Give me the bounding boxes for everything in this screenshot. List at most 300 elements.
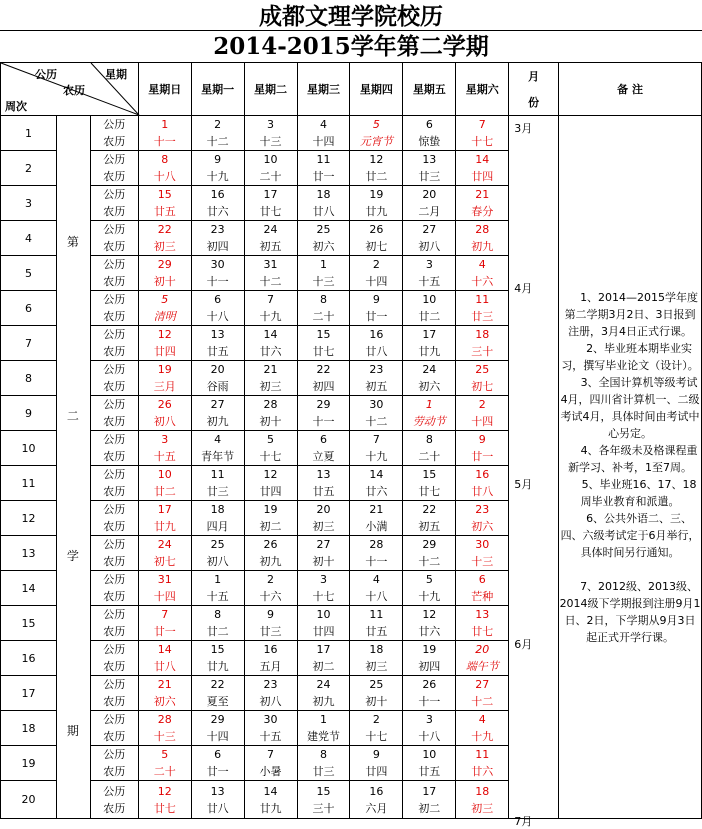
day-cell <box>244 466 297 501</box>
day-cell <box>350 501 403 536</box>
day-cell <box>456 116 509 151</box>
lunar-date: 廿九 <box>153 520 176 533</box>
gongli-label: 公历 <box>103 538 126 551</box>
lunar-date: 十六 <box>471 275 494 288</box>
day-cell <box>138 606 191 641</box>
gongli-label: 公历 <box>103 118 126 131</box>
month-label: 7月 <box>514 815 533 828</box>
solar-date: 6 <box>425 118 433 131</box>
day-cell <box>191 676 244 711</box>
solar-date: 8 <box>319 293 327 306</box>
day-cell <box>350 151 403 186</box>
solar-date: 5 <box>267 433 275 446</box>
note-item: 3、全国计算机等级考试4月，四川省计算机一、二级考试4月，具体时间由考试中心另定。 <box>560 375 700 440</box>
lunar-date: 二月 <box>418 205 441 218</box>
solar-date: 30 <box>263 713 278 726</box>
solar-date: 16 <box>210 188 225 201</box>
day-cell <box>244 396 297 431</box>
solar-date: 14 <box>263 328 278 341</box>
nongli-label: 农历 <box>103 275 126 288</box>
day-cell <box>350 431 403 466</box>
solar-date: 3 <box>161 433 169 446</box>
nongli-label: 农历 <box>103 730 126 743</box>
lunar-date: 初二 <box>418 801 441 815</box>
gongli-label: 公历 <box>103 433 126 446</box>
day-header-sun: 星期日 <box>138 63 191 116</box>
day-cell <box>297 326 350 361</box>
nongli-label: 农历 <box>103 170 126 183</box>
day-cell <box>350 186 403 221</box>
lunar-date: 初四 <box>418 660 441 673</box>
solar-date: 25 <box>369 678 384 691</box>
solar-date: 1 <box>319 258 327 271</box>
day-cell <box>456 746 509 781</box>
day-cell <box>244 256 297 291</box>
solar-date: 16 <box>475 468 490 481</box>
day-cell <box>297 116 350 151</box>
solar-date: 28 <box>475 223 490 236</box>
day-cell <box>403 571 456 606</box>
day-cell <box>403 641 456 676</box>
day-cell <box>191 606 244 641</box>
day-cell <box>297 256 350 291</box>
solar-date: 23 <box>263 678 278 691</box>
day-cell <box>138 256 191 291</box>
day-cell <box>138 466 191 501</box>
solar-date: 4 <box>478 258 486 271</box>
solar-date: 7 <box>161 608 169 621</box>
month-column <box>509 116 559 828</box>
lunar-date: 惊蛰 <box>418 135 441 148</box>
day-cell <box>244 291 297 326</box>
day-cell <box>403 746 456 781</box>
solar-date: 10 <box>422 293 437 306</box>
day-cell <box>297 291 350 326</box>
solar-date: 8 <box>214 608 222 621</box>
day-cell <box>191 466 244 501</box>
lunar-date: 元宵节 <box>359 135 393 148</box>
solar-date: 11 <box>475 293 490 306</box>
gongli-label: 公历 <box>103 503 126 516</box>
lunar-date: 十一 <box>365 555 388 568</box>
lunar-date: 初四 <box>312 380 335 393</box>
day-cell <box>456 361 509 396</box>
solar-date: 4 <box>372 573 380 586</box>
lunar-date: 廿三 <box>418 170 441 183</box>
day-cell <box>244 641 297 676</box>
gongli-label: 公历 <box>103 643 126 656</box>
row-type-label <box>90 606 138 641</box>
day-cell <box>403 536 456 571</box>
day-cell <box>297 151 350 186</box>
solar-date: 24 <box>422 363 437 376</box>
week-number: 5 <box>1 256 57 291</box>
day-cell <box>350 781 403 819</box>
day-cell <box>297 361 350 396</box>
solar-date: 25 <box>316 223 331 236</box>
lunar-date: 廿一 <box>365 310 388 323</box>
lunar-date: 十二 <box>206 135 229 148</box>
lunar-date: 初六 <box>153 695 176 708</box>
lunar-date: 廿九 <box>206 660 229 673</box>
lunar-date: 廿八 <box>206 801 229 815</box>
lunar-date: 三月 <box>153 380 176 393</box>
solar-date: 12 <box>157 784 172 798</box>
lunar-date: 廿六 <box>365 485 388 498</box>
solar-date: 3 <box>425 713 433 726</box>
notes-cell <box>559 116 702 819</box>
solar-date: 31 <box>157 573 172 586</box>
corner-xingqi: 星期 <box>105 68 127 81</box>
day-cell <box>403 431 456 466</box>
solar-date: 15 <box>316 784 331 798</box>
lunar-date: 初九 <box>206 415 229 428</box>
lunar-date: 十九 <box>365 450 388 463</box>
lunar-date: 十七 <box>365 730 388 743</box>
side-char: 二 <box>66 409 79 423</box>
solar-date: 23 <box>475 503 490 516</box>
day-cell <box>350 711 403 746</box>
week-number: 19 <box>1 746 57 781</box>
day-cell <box>403 326 456 361</box>
lunar-date: 十二 <box>471 695 494 708</box>
row-type-label <box>90 571 138 606</box>
lunar-date: 小满 <box>365 520 388 533</box>
note-item: 4、各年级未及格课程重新学习、补考，1至7周。 <box>568 443 698 474</box>
solar-date: 24 <box>316 678 331 691</box>
lunar-date: 十九 <box>471 730 494 743</box>
solar-date: 6 <box>319 433 327 446</box>
gongli-label: 公历 <box>103 223 126 236</box>
solar-date: 14 <box>157 643 172 656</box>
solar-date: 10 <box>316 608 331 621</box>
lunar-date: 初八 <box>153 415 176 428</box>
lunar-date: 十四 <box>206 730 229 743</box>
gongli-label: 公历 <box>103 713 126 726</box>
lunar-date: 初六 <box>418 380 441 393</box>
row-type-label <box>90 186 138 221</box>
solar-date: 2 <box>214 118 222 131</box>
lunar-date: 廿二 <box>365 170 388 183</box>
nongli-label: 农历 <box>103 205 126 218</box>
day-cell <box>244 606 297 641</box>
lunar-date: 初三 <box>471 801 494 815</box>
nongli-label: 农历 <box>103 660 126 673</box>
lunar-date: 初五 <box>418 520 441 533</box>
gongli-label: 公历 <box>103 784 126 798</box>
notes-header: 备 注 <box>559 63 702 116</box>
lunar-date: 初九 <box>312 695 335 708</box>
lunar-date: 十五 <box>153 450 176 463</box>
lunar-date: 廿七 <box>471 625 494 638</box>
solar-date: 22 <box>422 503 437 516</box>
day-cell <box>403 186 456 221</box>
nongli-label: 农历 <box>103 520 126 533</box>
gongli-label: 公历 <box>103 608 126 621</box>
day-cell <box>138 186 191 221</box>
solar-date: 28 <box>263 398 278 411</box>
solar-date: 2 <box>372 258 380 271</box>
day-cell <box>403 151 456 186</box>
day-cell <box>191 326 244 361</box>
solar-date: 29 <box>316 398 331 411</box>
solar-date: 13 <box>422 153 437 166</box>
nongli-label: 农历 <box>103 695 126 708</box>
week-number: 7 <box>1 326 57 361</box>
solar-date: 9 <box>372 748 380 761</box>
day-cell <box>403 361 456 396</box>
row-type-label <box>90 396 138 431</box>
solar-date: 21 <box>369 503 384 516</box>
solar-date: 19 <box>422 643 437 656</box>
solar-date: 4 <box>319 118 327 131</box>
lunar-date: 初八 <box>206 555 229 568</box>
lunar-date: 端午节 <box>465 660 499 673</box>
side-char: 学 <box>66 549 79 563</box>
day-cell <box>456 466 509 501</box>
lunar-date: 初六 <box>312 240 335 253</box>
solar-date: 18 <box>210 503 225 516</box>
nongli-label: 农历 <box>103 345 126 358</box>
solar-date: 17 <box>422 328 437 341</box>
gongli-label: 公历 <box>103 468 126 481</box>
lunar-date: 十七 <box>312 590 335 603</box>
day-cell <box>403 116 456 151</box>
day-cell <box>403 606 456 641</box>
lunar-date: 二十 <box>153 765 176 778</box>
lunar-date: 十二 <box>418 555 441 568</box>
day-cell <box>191 151 244 186</box>
day-cell <box>244 781 297 819</box>
day-cell <box>138 291 191 326</box>
solar-date: 17 <box>157 503 172 516</box>
day-cell <box>456 571 509 606</box>
solar-date: 15 <box>210 643 225 656</box>
lunar-date: 十三 <box>153 730 176 743</box>
corner-week: 周次 <box>5 100 27 113</box>
lunar-date: 初四 <box>206 240 229 253</box>
lunar-date: 初十 <box>365 695 388 708</box>
solar-date: 9 <box>372 293 380 306</box>
lunar-date: 廿九 <box>365 205 388 218</box>
lunar-date: 初七 <box>365 240 388 253</box>
lunar-date: 廿九 <box>259 801 282 815</box>
row-type-label <box>90 116 138 151</box>
day-header-thu: 星期四 <box>350 63 403 116</box>
row-type-label <box>90 466 138 501</box>
solar-date: 22 <box>157 223 172 236</box>
lunar-date: 初十 <box>312 555 335 568</box>
solar-date: 16 <box>369 328 384 341</box>
day-cell <box>297 536 350 571</box>
solar-date: 30 <box>369 398 384 411</box>
solar-date: 21 <box>263 363 278 376</box>
solar-date: 13 <box>210 328 225 341</box>
solar-date: 24 <box>157 538 172 551</box>
day-cell <box>456 396 509 431</box>
solar-date: 20 <box>475 643 490 656</box>
solar-date: 8 <box>425 433 433 446</box>
nongli-label: 农历 <box>103 590 126 603</box>
solar-date: 21 <box>157 678 172 691</box>
solar-date: 3 <box>319 573 327 586</box>
lunar-date: 十三 <box>259 135 282 148</box>
lunar-date: 廿五 <box>312 485 335 498</box>
lunar-date: 廿七 <box>312 345 335 358</box>
note-item: 1、2014—2015学年度第二学期3月2日、3日报到注册，3月4日正式行课。 <box>564 290 699 338</box>
solar-date: 6 <box>214 748 222 761</box>
nongli-label: 农历 <box>103 485 126 498</box>
solar-date: 22 <box>210 678 225 691</box>
lunar-date: 初三 <box>153 240 176 253</box>
solar-date: 7 <box>267 748 275 761</box>
day-cell <box>244 501 297 536</box>
day-cell <box>297 501 350 536</box>
lunar-date: 十一 <box>206 275 229 288</box>
day-cell <box>350 466 403 501</box>
lunar-date: 十七 <box>471 135 494 148</box>
lunar-date: 六月 <box>365 801 388 815</box>
lunar-date: 廿六 <box>206 205 229 218</box>
solar-date: 14 <box>475 153 490 166</box>
solar-date: 30 <box>210 258 225 271</box>
row-type-label <box>90 746 138 781</box>
day-cell <box>138 781 191 819</box>
day-cell <box>403 501 456 536</box>
week-number: 4 <box>1 221 57 256</box>
solar-date: 13 <box>475 608 490 621</box>
solar-date: 11 <box>369 608 384 621</box>
solar-date: 6 <box>214 293 222 306</box>
nongli-label: 农历 <box>103 310 126 323</box>
solar-date: 9 <box>267 608 275 621</box>
lunar-date: 廿二 <box>153 485 176 498</box>
lunar-date: 初三 <box>312 520 335 533</box>
nongli-label: 农历 <box>103 380 126 393</box>
solar-date: 19 <box>157 363 172 376</box>
lunar-date: 初七 <box>471 380 494 393</box>
day-cell <box>297 396 350 431</box>
day-cell <box>244 711 297 746</box>
solar-date: 20 <box>422 188 437 201</box>
lunar-date: 十八 <box>206 310 229 323</box>
day-cell <box>244 676 297 711</box>
gongli-label: 公历 <box>103 573 126 586</box>
day-header-fri: 星期五 <box>403 63 456 116</box>
lunar-date: 十九 <box>418 590 441 603</box>
solar-date: 5 <box>161 748 169 761</box>
lunar-date: 十五 <box>206 590 229 603</box>
day-cell <box>244 571 297 606</box>
lunar-date: 初十 <box>259 415 282 428</box>
lunar-date: 十五 <box>259 730 282 743</box>
day-cell <box>403 291 456 326</box>
lunar-date: 廿二 <box>418 310 441 323</box>
lunar-date: 廿五 <box>206 345 229 358</box>
solar-date: 6 <box>478 573 486 586</box>
day-cell <box>456 186 509 221</box>
week-number: 15 <box>1 606 57 641</box>
day-cell <box>191 256 244 291</box>
solar-date: 29 <box>210 713 225 726</box>
day-cell <box>350 606 403 641</box>
day-cell <box>350 256 403 291</box>
solar-date: 22 <box>316 363 331 376</box>
lunar-date: 廿五 <box>418 765 441 778</box>
day-cell <box>297 711 350 746</box>
lunar-date: 十一 <box>153 135 176 148</box>
lunar-date: 初九 <box>471 240 494 253</box>
lunar-date: 二十 <box>259 170 282 183</box>
nongli-label: 农历 <box>103 415 126 428</box>
side-char: 第 <box>66 235 79 249</box>
row-type-label <box>90 221 138 256</box>
solar-date: 15 <box>157 188 172 201</box>
lunar-date: 初二 <box>312 660 335 673</box>
lunar-date: 廿八 <box>471 485 494 498</box>
solar-date: 14 <box>369 468 384 481</box>
lunar-date: 廿七 <box>418 485 441 498</box>
day-cell <box>350 221 403 256</box>
day-cell <box>456 711 509 746</box>
day-cell <box>350 361 403 396</box>
week-number: 6 <box>1 291 57 326</box>
lunar-date: 十四 <box>365 275 388 288</box>
day-cell <box>191 186 244 221</box>
solar-date: 17 <box>263 188 278 201</box>
solar-date: 26 <box>369 223 384 236</box>
lunar-date: 二十 <box>418 450 441 463</box>
day-cell <box>191 116 244 151</box>
lunar-date: 十三 <box>471 555 494 568</box>
lunar-date: 十六 <box>259 590 282 603</box>
solar-date: 25 <box>210 538 225 551</box>
lunar-date: 廿六 <box>259 345 282 358</box>
lunar-date: 十三 <box>312 275 335 288</box>
day-cell <box>456 291 509 326</box>
solar-date: 1 <box>161 118 169 131</box>
day-cell <box>297 781 350 819</box>
day-cell <box>138 361 191 396</box>
lunar-date: 廿八 <box>312 205 335 218</box>
day-cell <box>191 431 244 466</box>
day-header-tue: 星期二 <box>244 63 297 116</box>
lunar-date: 小暑 <box>259 765 282 778</box>
week-number: 11 <box>1 466 57 501</box>
lunar-date: 廿四 <box>153 345 176 358</box>
lunar-date: 初二 <box>259 520 282 533</box>
lunar-date: 初三 <box>259 380 282 393</box>
gongli-label: 公历 <box>103 363 126 376</box>
solar-date: 5 <box>425 573 433 586</box>
day-cell <box>403 466 456 501</box>
day-cell <box>191 711 244 746</box>
lunar-date: 廿三 <box>471 310 494 323</box>
day-cell <box>244 361 297 396</box>
solar-date: 3 <box>425 258 433 271</box>
lunar-date: 十九 <box>206 170 229 183</box>
lunar-date: 廿五 <box>153 205 176 218</box>
month-label: 3月 <box>514 122 533 135</box>
gongli-label: 公历 <box>103 398 126 411</box>
solar-date: 16 <box>369 784 384 798</box>
day-cell <box>350 641 403 676</box>
lunar-date: 春分 <box>471 205 494 218</box>
lunar-date: 廿八 <box>365 345 388 358</box>
lunar-date: 十八 <box>418 730 441 743</box>
solar-date: 11 <box>210 468 225 481</box>
solar-date: 8 <box>319 748 327 761</box>
